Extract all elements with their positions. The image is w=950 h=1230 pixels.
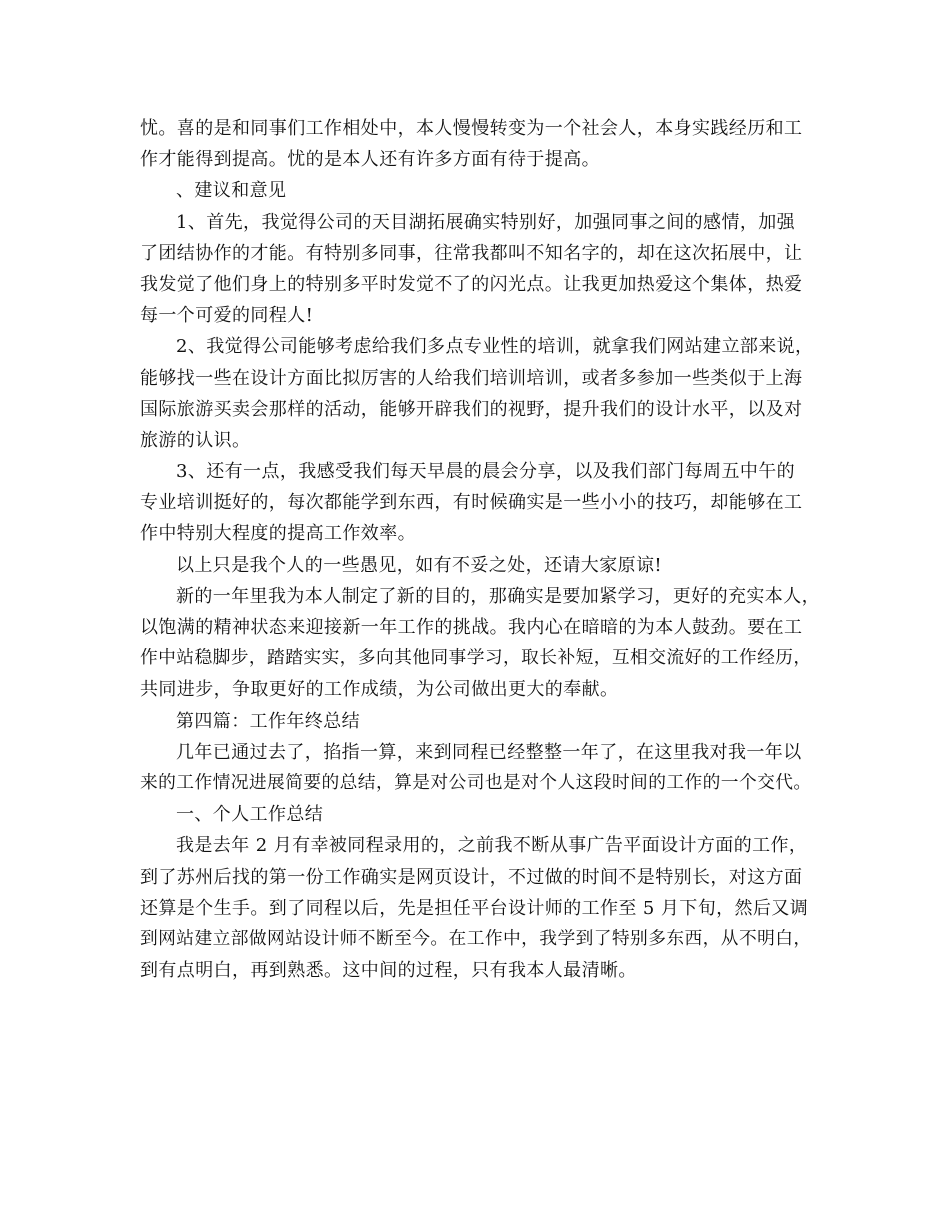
text-line: 2、我觉得公司能够考虑给我们多点专业性的培训，就拿我们网站建立部来说， [176,336,814,358]
document-body [140,113,820,986]
text-line: 我是去年 2 月有幸被同程录用的，之前我不断从事广告平面设计方面的工作， [176,835,808,857]
text-line: 还算是个生手。到了同程以后，先是担任平台设计师的工作至 5 月下旬，然后又调 [140,897,809,919]
text-line: 能够找一些在设计方面比拟厉害的人给我们培训培训，或者多参加一些类似于上海 [140,367,803,389]
text-line: 一、个人工作总结 [176,804,324,826]
text-line: 每一个可爱的同程人! [140,305,314,327]
text-line: 第四篇：工作年终总结 [176,710,360,732]
text-line: 1、首先，我觉得公司的天目湖拓展确实特别好，加强同事之间的感情，加强 [176,211,796,233]
text-line: 专业培训挺好的，每次都能学到东西，有时候确实是一些小小的技巧，却能够在工 [140,492,803,514]
text-line: 来的工作情况进展简要的总结，算是对公司也是对个人这段时间的工作的一个交代。 [140,772,812,793]
text-line: 到了苏州后找的第一份工作确实是网页设计，不过做的时间不是特别长，对这方面 [140,866,803,888]
text-line: 作中特别大程度的提高工作效率。 [140,523,416,545]
text-line: 国际旅游买卖会那样的活动，能够开辟我们的视野，提升我们的设计水平，以及对 [140,398,803,420]
text-line: 、建议和意见 [176,180,287,202]
text-line: 到网站建立部做网站设计师不断至今。在工作中，我学到了特别多东西，从不明白， [140,928,812,949]
text-line: 旅游的认识。 [140,429,251,451]
text-line: 作中站稳脚步，踏踏实实，多向其他同事学习，取长补短，互相交流好的工作经历， [140,648,812,669]
text-line: 以上只是我个人的一些愚见，如有不妥之处，还请大家原谅! [176,554,663,576]
text-line: 忧。喜的是和同事们工作相处中，本人慢慢转变为一个社会人，本身实践经历和工 [140,118,803,139]
text-line: 几年已通过去了，掐指一算，来到同程已经整整一年了，在这里我对我一年以 [176,741,802,763]
text-line: 我发觉了他们身上的特别多平时发觉不了的闪光点。让我更加热爱这个集体，热爱 [140,273,803,295]
text-line: 到有点明白，再到熟悉。这中间的过程，只有我本人最清晰。 [140,960,637,982]
text-line: 作才能得到提高。忧的是本人还有许多方面有待于提高。 [140,149,600,171]
text-line: 共同进步，争取更好的工作成绩，为公司做出更大的奉献。 [140,679,619,701]
text-line: 了团结协作的才能。有特别多同事，往常我都叫不知名字的，却在这次拓展中，让 [140,242,803,264]
text-line: 新的一年里我为本人制定了新的目的，那确实是要加紧学习，更好的充实本人， [176,585,820,607]
text-line: 以饱满的精神状态来迎接新一年工作的挑战。我内心在暗暗的为本人鼓劲。要在工 [140,617,803,638]
text-line: 3、还有一点，我感受我们每天早晨的晨会分享，以及我们部门每周五中午的 [176,461,796,483]
